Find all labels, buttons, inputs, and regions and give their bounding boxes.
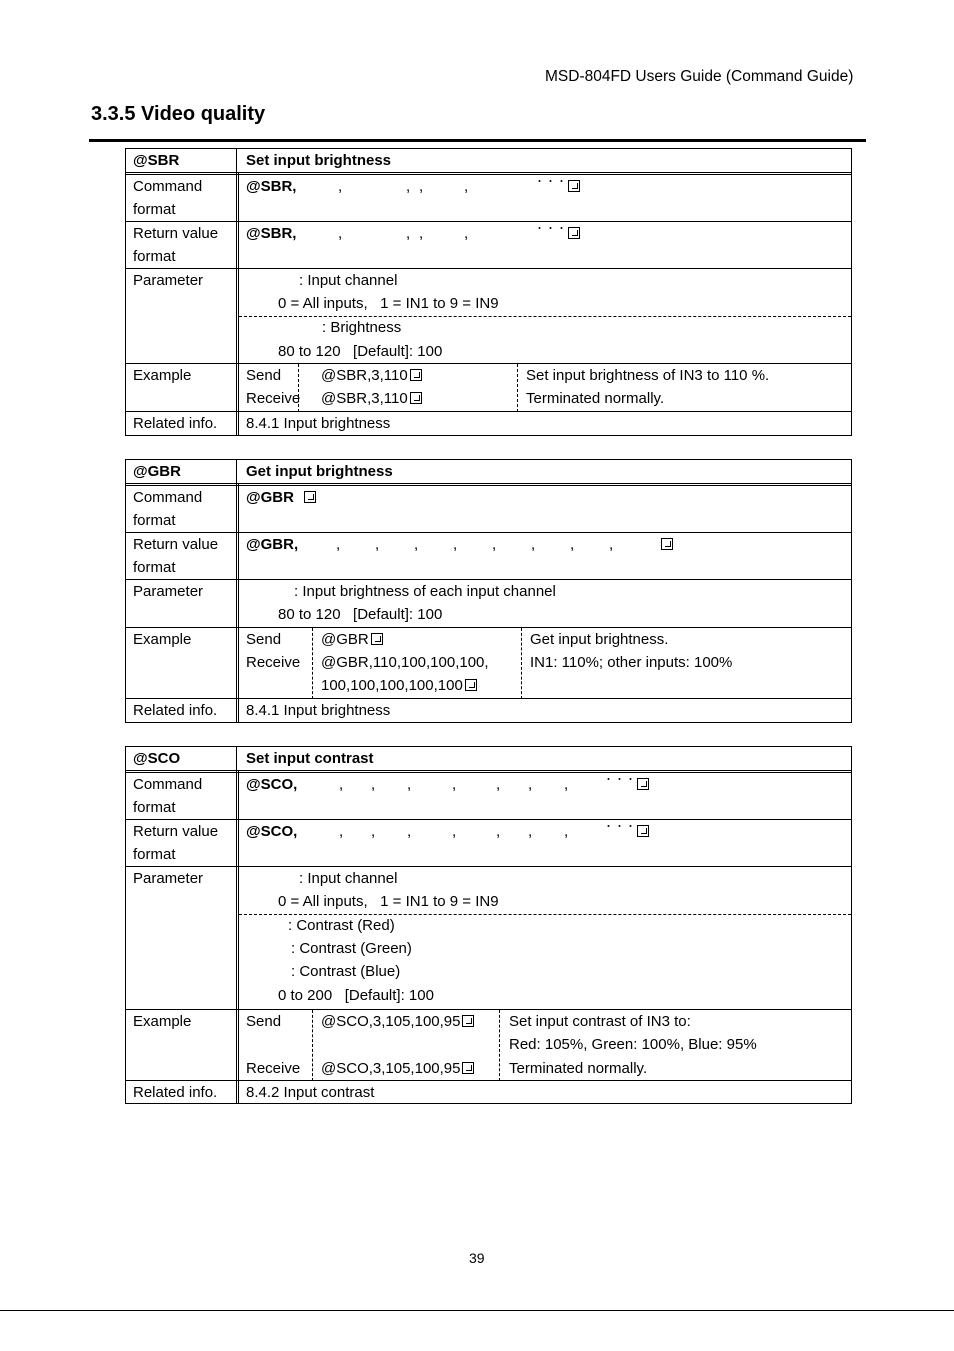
sco-example-row: Example Send Receive @SCO,3,105,100,95 @SCO,3,105,100,95 Set input contrast of IN3 to: Red: 105%, Green: 100%, Blue: 95% Terminated normally.	[126, 1009, 851, 1081]
sbr-command-format-row: Command format @SBR, , , , , ・・・	[126, 172, 851, 222]
return-key-icon	[410, 369, 422, 381]
sbr-related-link: 8.4.1 Input brightness	[246, 415, 391, 432]
gbr-related-row: Related info. 8.4.1 Input brightness	[126, 698, 851, 723]
sco-table	[125, 746, 852, 1104]
ellipsis-icon: ・・・	[603, 774, 636, 786]
return-key-icon	[637, 778, 649, 790]
sbr-return-format-row: Return value format @SBR, , , , , ・・・	[126, 221, 851, 269]
return-key-icon	[661, 538, 673, 550]
sbr-related-row: Related info. 8.4.1 Input brightness	[126, 411, 851, 436]
sco-parameter-row: Parameter : Input channel 0 = All inputs, 1 = IN1 to 9 = IN9 : Contrast (Red) : Contrast (Green) : Contrast (Blue) 0 to 200 [Default]: 100	[126, 866, 851, 1009]
return-key-icon	[568, 180, 580, 192]
sbr-cmd-format: @SBR,	[246, 178, 297, 195]
sco-title: Set input contrast	[246, 750, 374, 767]
document-header: MSD-804FD Users Guide (Command Guide)	[545, 68, 854, 85]
sbr-send-command: @SBR,3,110	[321, 367, 408, 384]
sco-command-name: @SCO	[133, 750, 181, 767]
sbr-example-row: Example Send Receive @SBR,3,110 @SBR,3,110 Set input brightness of IN3 to 110 %. Terminated normally.	[126, 363, 851, 412]
sco-return-format: @SCO,	[246, 823, 298, 840]
sco-send-command: @SCO,3,105,100,95	[321, 1013, 461, 1030]
sco-receive-command: @SCO,3,105,100,95	[321, 1060, 461, 1077]
gbr-receive-command-line1: @GBR,110,100,100,100,	[321, 654, 489, 671]
footer-rule	[0, 1310, 954, 1311]
sco-command-format-row: Command format @SCO, , , , , , , , ・・・	[126, 770, 851, 820]
page-number: 39	[469, 1250, 485, 1266]
sco-return-format-row: Return value format @SCO, , , , , , , , ・・・	[126, 819, 851, 867]
sbr-table	[125, 148, 852, 436]
gbr-title: Get input brightness	[246, 463, 393, 480]
gbr-example-row: Example Send Receive @GBR @GBR,110,100,100,100, 100,100,100,100,100 Get input brightness. IN1: 110%; other inputs: 100%	[126, 627, 851, 699]
section-title: 3.3.5 Video quality	[91, 103, 266, 125]
gbr-receive-command-line2: 100,100,100,100,100	[321, 677, 463, 694]
sco-related-row: Related info. 8.4.2 Input contrast	[126, 1080, 851, 1105]
return-key-icon	[568, 227, 580, 239]
gbr-parameter-row: Parameter : Input brightness of each input channel 80 to 120 [Default]: 100	[126, 579, 851, 627]
sbr-return-format: @SBR,	[246, 225, 297, 242]
ellipsis-icon: ・・・	[603, 821, 636, 833]
gbr-related-link: 8.4.1 Input brightness	[246, 702, 391, 719]
section-rule	[89, 139, 866, 142]
gbr-command-name: @GBR	[133, 463, 181, 480]
return-key-icon	[304, 491, 316, 503]
sco-related-link: 8.4.2 Input contrast	[246, 1084, 375, 1101]
gbr-cmd-format: @GBR	[246, 489, 294, 506]
return-key-icon	[465, 679, 477, 691]
gbr-send-command: @GBR	[321, 631, 369, 648]
gbr-command-format-row: Command format @GBR	[126, 483, 851, 533]
return-key-icon	[462, 1015, 474, 1027]
sbr-command-name: @SBR	[133, 152, 180, 169]
return-key-icon	[410, 392, 422, 404]
gbr-return-format: @GBR,	[246, 536, 299, 553]
return-key-icon	[637, 825, 649, 837]
return-key-icon	[462, 1062, 474, 1074]
sbr-parameter-row: Parameter : Input channel 0 = All inputs, 1 = IN1 to 9 = IN9 : Brightness 80 to 120 [Default]: 100	[126, 268, 851, 364]
gbr-table	[125, 459, 852, 723]
sco-cmd-format: @SCO,	[246, 776, 298, 793]
ellipsis-icon: ・・・	[534, 223, 567, 235]
sbr-title: Set input brightness	[246, 152, 392, 169]
ellipsis-icon: ・・・	[534, 176, 567, 188]
sbr-receive-command: @SBR,3,110	[321, 390, 408, 407]
gbr-return-format-row: Return value format @GBR, , , , , , , , ,	[126, 532, 851, 580]
return-key-icon	[371, 633, 383, 645]
